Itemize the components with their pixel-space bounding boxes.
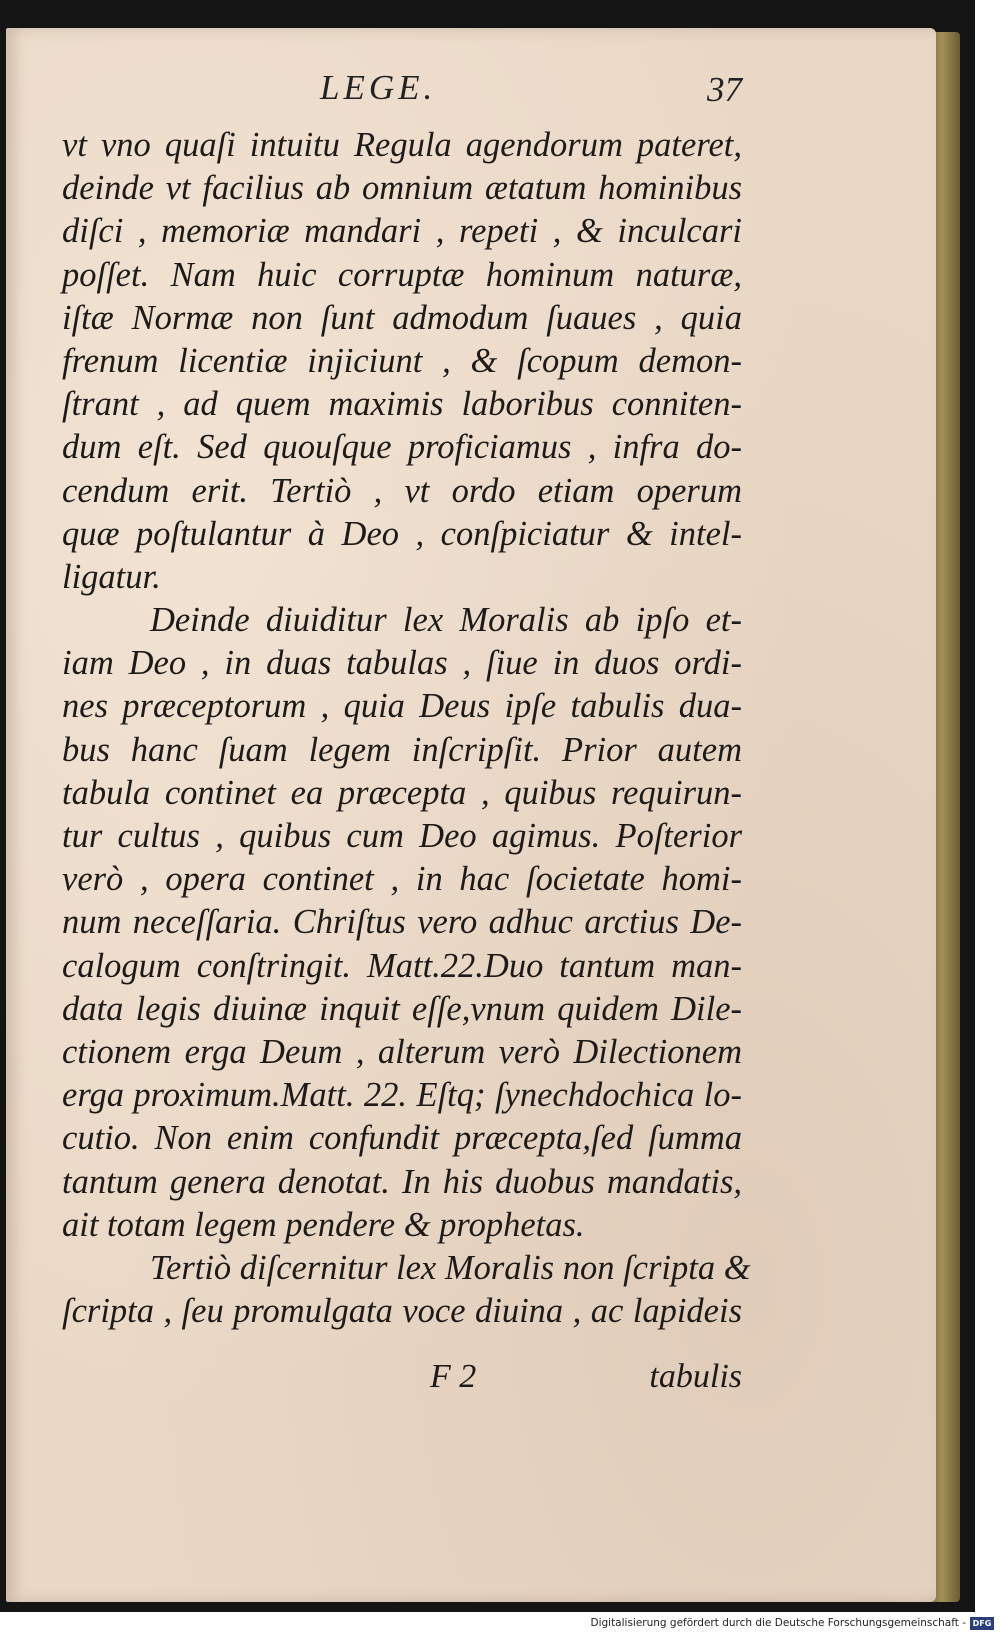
text-line: cendum erit. Tertiò , vt ordo etiam operum	[62, 471, 742, 510]
text-line: quæ poſtulantur à Deo , conſpiciatur & intel-	[62, 514, 742, 553]
text-line: ſtrant , ad quem maximis laboribus conniten-	[62, 385, 742, 424]
page-footer	[62, 1358, 742, 1398]
text-line: tur cultus , quibus cum Deo agimus. Poſterior	[62, 817, 742, 855]
dfg-logo: DFG	[970, 1617, 994, 1630]
body-text	[62, 124, 751, 1333]
text-line: ligatur.	[62, 557, 161, 596]
text-line: tantum genera denotat. In his duobus mandatis,	[62, 1162, 742, 1201]
text-line: bus hanc ſuam legem inſcripſit. Prior autem	[62, 730, 742, 769]
text-line: calogum conſtringit. Matt.22.Duo tantum man-	[62, 946, 742, 985]
text-line: verò , opera continet , in hac ſocietate homi-	[62, 860, 742, 899]
text-line: cutio. Non enim confundit præcepta,ſed ſumma	[62, 1119, 742, 1158]
text-line: dum eſt. Sed quouſque proficiamus , infra do-	[62, 428, 742, 467]
running-head: LEGE.	[320, 68, 437, 107]
text-line: Deinde diuiditur lex Moralis ab ipſo et-	[150, 601, 742, 640]
text-line: ctionem erga Deum , alterum verò Dilectionem	[62, 1032, 742, 1071]
text-line: Tertiò diſcernitur lex Moralis non ſcripta &	[150, 1248, 751, 1287]
page-number: 37	[707, 70, 742, 109]
text-line: num neceſſaria. Chriſtus vero adhuc arctius De-	[62, 903, 742, 942]
text-line: nes præceptorum , quia Deus ipſe tabulis dua-	[62, 687, 742, 726]
text-line: diſci , memoriæ mandari , repeti , & inculcari	[62, 212, 742, 251]
credit-bar	[0, 1612, 1000, 1636]
text-line: erga proximum.Matt. 22. Eſtq; ſynechdochica lo-	[62, 1076, 742, 1115]
text-line: iam Deo , in duas tabulas , ſiue in duos ordi-	[62, 644, 742, 683]
text-line: tabula continet ea præcepta , quibus requirun-	[62, 773, 742, 812]
text-line: vt vno quaſi intuitu Regula agendorum pateret,	[62, 126, 742, 164]
credit-text: Digitalisierung gefördert durch die Deutsche Forschungsgemeinschaft -	[590, 1617, 966, 1629]
text-line: frenum licentiæ injiciunt , & ſcopum demon-	[62, 341, 742, 380]
signature-mark: F 2	[430, 1358, 477, 1395]
text-line: ait totam legem pendere & prophetas.	[62, 1205, 585, 1244]
catchword: tabulis	[649, 1358, 742, 1395]
text-line: data legis diuinæ inquit eſſe,vnum quidem Dile-	[62, 989, 742, 1028]
page-header	[62, 52, 742, 112]
text-line: poſſet. Nam huic corruptæ hominum naturæ,	[62, 255, 742, 294]
text-line: ſcripta , ſeu promulgata voce diuina , ac lapideis	[62, 1292, 742, 1331]
text-line: iſtæ Normæ non ſunt admodum ſuaues , quia	[62, 298, 742, 337]
text-line: deinde vt facilius ab omnium ætatum hominibus	[62, 169, 742, 208]
